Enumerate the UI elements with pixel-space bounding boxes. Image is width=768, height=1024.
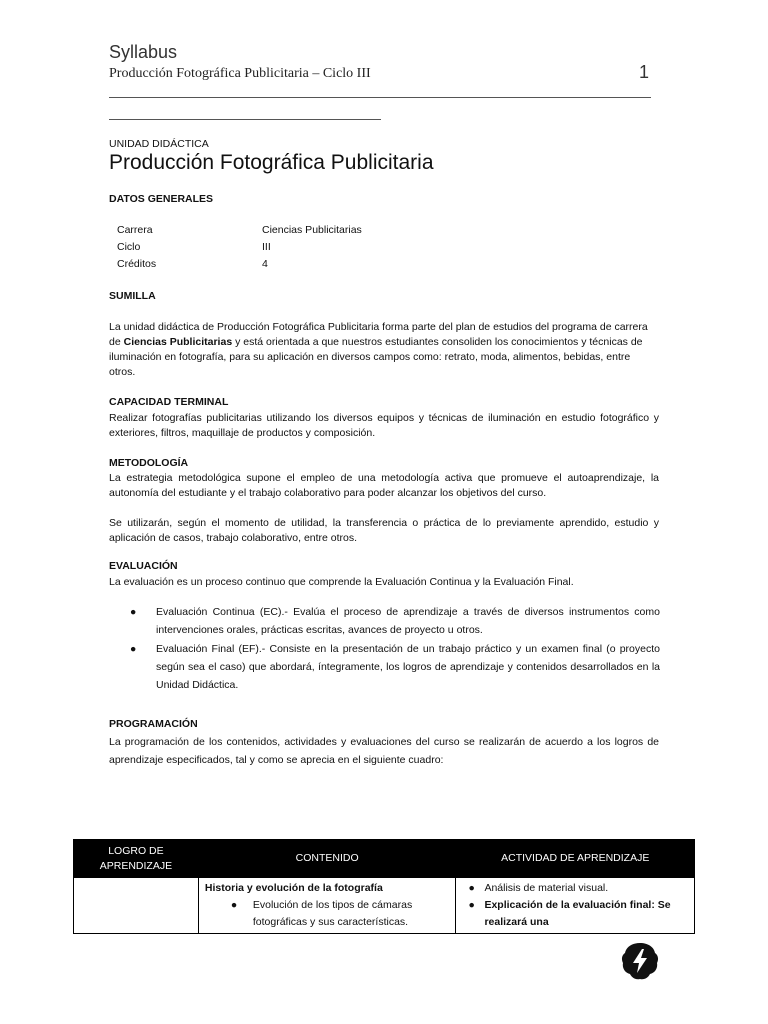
sumilla-text	[109, 320, 659, 380]
table-header-row	[74, 840, 695, 878]
header-rule-short	[109, 119, 381, 120]
metodologia-p2: Se utilizarán, según el momento de utilidad, la transferencia o práctica de lo previamente aprendido, estudio y aplicación de casos, trabajo colaborativo, entre otros.	[109, 517, 659, 544]
sumilla-text-part: La unidad didáctica de Producción Fotográfica Publicitaria forma parte del plan de estudios del programa de carrera de	[109, 321, 648, 348]
evaluacion-heading: EVALUACIÓN	[109, 560, 178, 572]
header-syllabus: Syllabus	[109, 42, 178, 62]
sumilla-heading: SUMILLA	[109, 290, 156, 302]
bullet-icon: ●	[468, 882, 475, 894]
bullet-icon: ●	[130, 606, 137, 618]
list-item	[462, 897, 688, 931]
datos-value-creditos: 4	[262, 258, 268, 270]
cell-logro	[74, 878, 199, 934]
list-item-text: Evaluación Final (EF).- Consiste en la presentación de un trabajo práctico y un examen final (o proyecto según sea el caso) que abordará, íntegramente, los logros de aprendizaje y contenidos desarrollados en la Unidad Didáctica.	[156, 643, 660, 691]
evaluacion-intro: La evaluación es un proceso continuo que comprende la Evaluación Continua y la Evaluación Final.	[109, 576, 574, 588]
list-item	[130, 603, 660, 639]
cell-actividad	[456, 878, 695, 934]
bullet-icon: ●	[468, 899, 475, 911]
cell-contenido	[198, 878, 456, 934]
page-number: 1	[639, 62, 650, 82]
capacidad-heading: CAPACIDAD TERMINAL	[109, 396, 229, 408]
header-subtitle: Producción Fotográfica Publicitaria – Ciclo III	[109, 66, 371, 81]
actividad-item: Análisis de material visual.	[484, 882, 609, 894]
brain-lightning-icon	[620, 941, 660, 981]
metodologia-p1: La estrategia metodológica supone el empleo de una metodología activa que promueve el autoaprendizaje, la autonomía del estudiante y el trabajo colaborativo para poder alcanzar los objetivos del curso.	[109, 472, 659, 499]
column-header-contenido: CONTENIDO	[198, 840, 456, 878]
column-header-logro: LOGRO DE APRENDIZAJE	[74, 840, 199, 878]
metodologia-heading: METODOLOGÍA	[109, 457, 189, 469]
list-item	[130, 640, 660, 694]
capacidad-text: Realizar fotografías publicitarias utilizando los diversos equipos y técnicas de iluminación en estudio fotográfico y exteriores, filtros, maquillaje de productos y composición.	[109, 412, 659, 439]
datos-heading: DATOS GENERALES	[109, 193, 214, 205]
bullet-icon: ●	[130, 643, 137, 655]
actividad-list	[462, 880, 688, 931]
datos-value-ciclo: III	[262, 241, 271, 253]
contenido-item: Evolución de los tipos de cámaras fotográficas y sus características.	[252, 899, 413, 928]
contenido-title: Historia y evolución de la fotografía	[204, 882, 383, 894]
list-item-text: Evaluación Continua (EC).- Evalúa el proceso de aprendizaje a través de diversos instrumentos como intervenciones orales, prácticas escritas, avances de proyecto u otros.	[156, 606, 660, 636]
bullet-icon: ●	[230, 899, 238, 911]
unit-label: UNIDAD DIDÁCTICA	[109, 138, 209, 150]
programacion-table	[73, 839, 695, 934]
datos-key-carrera: Carrera	[117, 224, 153, 236]
programacion-text: La programación de los contenidos, actividades y evaluaciones del curso se realizarán de acuerdo a los logros de aprendizaje especificados, tal y como se aprecia en el siguiente cuadro:	[109, 736, 659, 766]
column-header-actividad: ACTIVIDAD DE APRENDIZAJE	[456, 840, 695, 878]
header-rule	[109, 97, 651, 98]
evaluacion-list	[130, 603, 660, 695]
programacion-heading: PROGRAMACIÓN	[109, 718, 198, 730]
datos-value-carrera: Ciencias Publicitarias	[262, 224, 362, 236]
table-row	[74, 878, 695, 934]
datos-key-creditos: Créditos	[117, 258, 157, 270]
sumilla-text-bold: Ciencias Publicitarias	[123, 336, 233, 348]
list-item	[205, 897, 450, 931]
list-item	[462, 880, 688, 897]
datos-key-ciclo: Ciclo	[117, 241, 141, 253]
page-title: Producción Fotográfica Publicitaria	[109, 151, 434, 174]
actividad-item: Explicación de la evaluación final: Se realizará una	[484, 899, 671, 928]
sumilla-text-part: y está orientada a que nuestros estudiantes consoliden los conocimientos y técnicas de iluminación en fotografía, para su aplicación en diversos campos como: retrato, moda, alimentos, bebidas, entre otros.	[109, 336, 643, 378]
